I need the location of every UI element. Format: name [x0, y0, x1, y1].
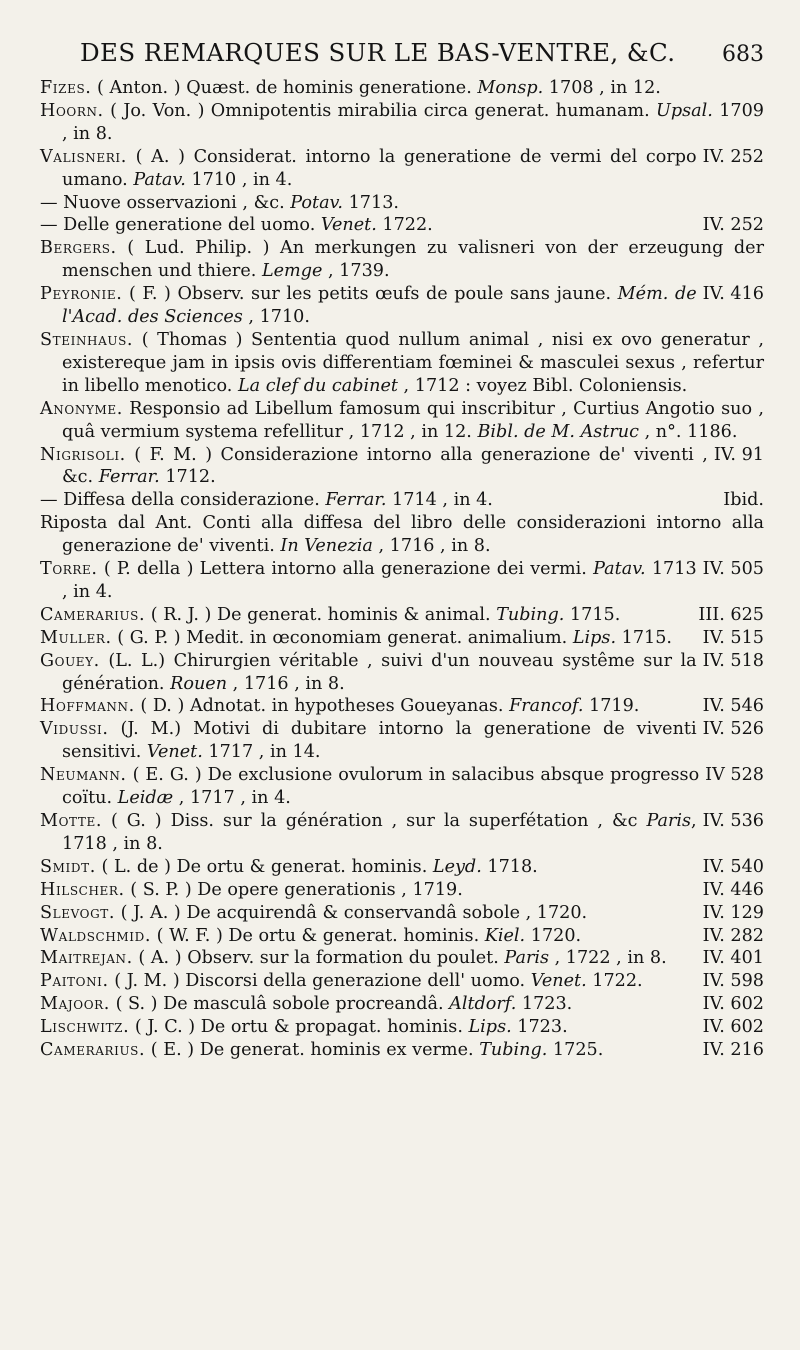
entry-imprint: 1725. [547, 1040, 604, 1061]
entry-author: Hoffmann. [40, 696, 135, 717]
entry-imprint: , 1718 , in 8. [62, 811, 697, 854]
entry-author: Neumann. [40, 765, 127, 786]
entry-place: Paris [504, 948, 550, 969]
entry-imprint: , 1710. [242, 307, 310, 328]
entry-text: ( Jo. Von. ) Omnipotentis mirabilia circa generat. humanam. [103, 100, 657, 121]
bibliography-entry [40, 856, 764, 879]
entry-place: Venet. [530, 971, 587, 992]
volume-reference: IV. 446 [702, 879, 764, 900]
entry-text: ( Lud. Philip. ) An merkungen zu valisneri von der erzeugung der menschen und thiere. [62, 238, 764, 282]
entry-text: ( D. ) Adnotat. in hypotheses Goueyanas. [134, 696, 510, 717]
bibliography-entry [40, 695, 764, 718]
entry-imprint: 1715. [616, 627, 673, 648]
bibliography-entry [40, 947, 764, 970]
entry-text: ( E. G. ) De exclusione ovulorum in salacibus absque progresso coïtu. [62, 765, 700, 809]
entry-author: Slevogt. [40, 902, 116, 923]
entry-author: Nigrisoli. [40, 444, 126, 465]
volume-reference: IV. 602 [702, 1017, 764, 1038]
entry-text: ( S. ) De masculâ sobole procreandâ. [110, 994, 450, 1015]
volume-reference: IV. 526 [702, 719, 764, 740]
bibliography-entry [40, 718, 764, 764]
entry-place: Patav. [133, 169, 186, 190]
entry-author: Hoorn. [40, 100, 104, 121]
entry-author: Anonyme. [40, 398, 123, 419]
bibliography-entry [40, 146, 764, 192]
entry-text: — Diffesa della considerazione. [40, 490, 326, 511]
entry-place: Ferrar. [98, 467, 160, 488]
entry-place: Mém. de l'Acad. des Sciences [62, 284, 697, 328]
entry-imprint: 1718. [481, 856, 538, 877]
entry-imprint: 1713. [343, 192, 399, 213]
bibliography-entry [40, 970, 764, 993]
entry-imprint: , 1739. [322, 261, 390, 282]
volume-reference: IV. 252 [702, 146, 764, 167]
entry-text: ( Thomas ) Sententia quod nullum animal , nisi ex ovo generatur , existereque jam in ipsis ovis differentiam fœminei & masculei sexus , refertur in libello menotico. [62, 329, 764, 396]
entry-author: Waldschmid. [40, 925, 152, 946]
bibliography-entry [40, 650, 764, 696]
entry-imprint: 1719. [583, 696, 640, 717]
entry-author: Hilscher. [40, 879, 125, 900]
entry-text: ( J. M. ) Discorsi della generazione dell' uomo. [108, 971, 531, 992]
entry-text: ( Anton. ) Quæst. de hominis generatione. [91, 78, 478, 98]
entry-imprint: 1713 , in 4. [62, 559, 697, 602]
bibliography-entry [40, 925, 764, 948]
entry-imprint: 1709 , in 8. [62, 100, 764, 144]
entry-author: Paitoni. [40, 971, 109, 992]
entry-author: Lischwitz. [40, 1017, 130, 1038]
entry-text: — Nuove osservazioni , &c. [40, 192, 291, 213]
volume-reference: IV. 515 [702, 627, 764, 648]
entry-place: Lips. [468, 1017, 512, 1038]
entry-imprint: 1710 , in 4. [185, 169, 293, 190]
entry-text: (J. M.) Motivi di dubitare intorno la generatione de viventi sensitivi. [62, 719, 697, 763]
entry-text: ( J. A. ) De acquirendâ & conservandâ sobole , 1720. [115, 902, 588, 923]
entry-text: ( J. C. ) De ortu & propagat. hominis. [129, 1017, 469, 1038]
volume-reference: IV. 505 [702, 559, 764, 580]
volume-reference: IV 528 [705, 765, 764, 786]
entry-place: Tubing. [479, 1040, 548, 1061]
entry-author: Torre. [40, 559, 98, 580]
bibliography-entry [40, 77, 764, 100]
entry-text: ( A. ) Considerat. intorno la generatione de vermi del corpo umano. [62, 146, 697, 190]
bibliography-entry [40, 512, 764, 558]
entry-imprint: 1714 , in 4. [386, 490, 493, 511]
volume-reference: IV. 282 [702, 925, 764, 946]
bibliography-entry [40, 398, 764, 444]
entry-imprint: , n°. 1186. [639, 421, 738, 442]
entry-text: Riposta dal Ant. Conti alla diffesa del libro delle considerazioni intorno alla generazione de' viventi. [40, 513, 764, 557]
entry-place: Leidæ [117, 788, 174, 809]
volume-reference: IV. 129 [702, 902, 764, 923]
entry-place: Potav. [290, 192, 344, 213]
entry-place: Lemge [261, 261, 323, 282]
entry-author: Muller. [40, 627, 112, 648]
entry-place: Bibl. de M. Astruc [477, 421, 639, 442]
entry-author: Camerarius. [40, 604, 146, 625]
bibliography-entry [40, 192, 764, 215]
volume-reference: IV. 540 [702, 856, 764, 877]
entry-author: Valisneri. [40, 146, 127, 167]
volume-reference: III. 625 [698, 604, 764, 625]
entry-text: ( F. ) Observ. sur les petits œufs de poule sans jaune. [122, 284, 618, 305]
entry-text: — Delle generatione del uomo. [40, 215, 321, 236]
bibliography-entry [40, 214, 764, 237]
entry-place: Patav. [593, 559, 646, 580]
entry-place: Francof. [509, 696, 584, 717]
entry-place: Venet. [146, 742, 203, 763]
entry-place: Altdorf. [449, 994, 517, 1015]
entry-place: Rouen [170, 673, 228, 694]
entry-place: Kiel. [484, 925, 526, 946]
entry-place: Lips. [572, 627, 617, 648]
entry-text: ( R. J. ) De generat. hominis & animal. [145, 604, 497, 625]
volume-reference: IV. 536 [702, 811, 764, 831]
entry-imprint: 1722. [586, 971, 643, 992]
bibliography-entry [40, 627, 764, 650]
entry-imprint: , 1716 , in 8. [372, 536, 491, 557]
bibliography-entry [40, 902, 764, 925]
entry-text: ( W. F. ) De ortu & generat. hominis. [151, 925, 485, 946]
bibliography-entry [40, 879, 764, 902]
entry-place: Paris [646, 811, 692, 831]
volume-reference: IV. 416 [702, 284, 764, 305]
entry-text: ( E. ) De generat. hominis ex verme. [145, 1040, 480, 1061]
entry-text: (L. L.) Chirurgien véritable , suivi d'un nouveau systême sur la génération. [62, 650, 697, 694]
entry-imprint: , 1716 , in 8. [227, 673, 345, 694]
volume-reference: IV. 252 [702, 215, 764, 236]
volume-reference: IV. 546 [702, 696, 764, 717]
bibliography-entry [40, 558, 764, 604]
entry-imprint: , 1717 , in 4. [173, 788, 291, 809]
bibliography-entry [40, 764, 764, 810]
volume-reference: Ibid. [723, 490, 764, 511]
bibliography-entry [40, 1039, 764, 1062]
volume-reference: IV. 598 [702, 971, 764, 992]
entry-author: Motte. [40, 811, 103, 831]
entry-author: Smidt. [40, 856, 96, 877]
entry-text: ( F. M. ) Considerazione intorno alla generazione de' viventi , &c. [62, 444, 708, 488]
entry-imprint: , 1722 , in 8. [549, 948, 667, 969]
bibliography-entry [40, 489, 764, 512]
entry-author: Gouey. [40, 650, 100, 671]
entry-place: Ferrar. [325, 490, 387, 511]
bibliography-entry [40, 329, 764, 398]
volume-reference: IV. 602 [702, 994, 764, 1015]
page-header [40, 38, 764, 76]
bibliography-entry [40, 100, 764, 146]
entry-imprint: 1720. [525, 925, 582, 946]
volume-reference: IV. 518 [702, 650, 764, 671]
entry-text: Responsio ad Libellum famosum qui inscribitur , Curtius Angotio suo , quâ vermium systema refellitur , 1712 , in 12. [62, 398, 764, 442]
entry-imprint: 1715. [564, 604, 621, 625]
entry-author: Fizes. [40, 78, 92, 98]
bibliography-entry [40, 810, 764, 856]
entry-author: Camerarius. [40, 1040, 146, 1061]
entry-author: Maitrejan. [40, 948, 133, 969]
bibliography-entry [40, 283, 764, 329]
page-number: 683 [722, 42, 764, 67]
entry-text: ( S. P. ) De opere generationis , 1719. [124, 879, 463, 900]
bibliography-list [40, 77, 764, 1062]
volume-reference: IV. 216 [702, 1040, 764, 1061]
entry-text: ( G. ) Diss. sur la génération , sur la superfétation , &c [102, 811, 647, 831]
entry-text: ( L. de ) De ortu & generat. hominis. [95, 856, 433, 877]
entry-imprint: 1722. [376, 215, 433, 236]
entry-text: ( P. della ) Lettera intorno alla generazione dei vermi. [97, 559, 594, 580]
entry-imprint: 1723. [516, 994, 573, 1015]
entry-place: Leyd. [432, 856, 482, 877]
entry-imprint: 1712. [159, 467, 216, 488]
entry-place: Tubing. [496, 604, 565, 625]
entry-place: Venet. [320, 215, 377, 236]
entry-place: In Venezia [280, 536, 373, 557]
bibliography-entry [40, 604, 764, 627]
volume-reference: IV. 401 [702, 948, 764, 969]
running-title: DES REMARQUES SUR LE BAS-VENTRE, &C. [80, 38, 676, 67]
entry-author: Vidussi. [40, 719, 109, 740]
entry-imprint: , 1712 : voyez Bibl. Coloniensis. [397, 375, 688, 396]
entry-text: ( A. ) Observ. sur la formation du poulet. [132, 948, 505, 969]
entry-author: Bergers. [40, 238, 117, 259]
entry-place: Monsp. [477, 78, 544, 98]
entry-place: La clef du cabinet [237, 375, 398, 396]
bibliography-entry [40, 444, 764, 490]
entry-text: ( G. P. ) Medit. in œconomiam generat. animalium. [111, 627, 573, 648]
entry-place: Upsal. [656, 100, 713, 121]
entry-author: Steinhaus. [40, 329, 134, 350]
entry-imprint: 1723. [511, 1017, 568, 1038]
bibliography-entry [40, 237, 764, 283]
bibliography-entry [40, 1016, 764, 1039]
entry-author: Peyronie. [40, 284, 123, 305]
entry-author: Majoor. [40, 994, 110, 1015]
entry-imprint: 1717 , in 14. [202, 742, 321, 763]
entry-imprint: 1708 , in 12. [543, 78, 661, 98]
volume-reference: IV. 91 [713, 444, 764, 465]
bibliography-entry [40, 993, 764, 1016]
